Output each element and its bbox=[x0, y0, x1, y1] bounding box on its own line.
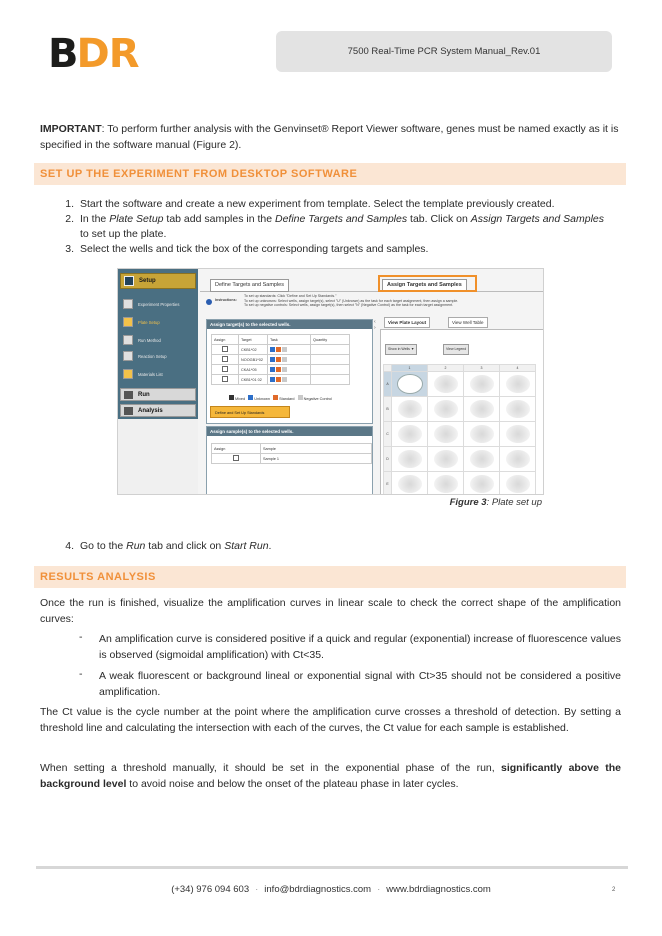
footer-email[interactable]: info@bdrdiagnostics.com bbox=[264, 884, 372, 895]
well bbox=[470, 375, 494, 393]
assign-checkbox bbox=[233, 455, 239, 461]
assign-checkbox bbox=[222, 376, 228, 382]
step-2-part: to set up the plate. bbox=[80, 228, 167, 240]
assign-targets-ref: Assign Targets and Samples bbox=[470, 213, 605, 225]
experiment-properties-icon bbox=[123, 299, 133, 309]
setup-icon bbox=[124, 276, 134, 286]
caption-label: Figure 3 bbox=[449, 497, 487, 508]
ct-explanation bbox=[40, 704, 621, 736]
bullet-dash: - bbox=[79, 668, 83, 680]
row-label: D bbox=[384, 447, 392, 472]
negative-task-icon bbox=[282, 377, 287, 382]
well bbox=[398, 475, 422, 493]
standard-icon bbox=[273, 395, 278, 400]
well bbox=[470, 425, 494, 443]
well-selected bbox=[397, 374, 423, 394]
sidebar-setup bbox=[120, 273, 196, 289]
threshold-guidance bbox=[40, 760, 621, 792]
target-name: CKA1*05 bbox=[239, 365, 268, 375]
sidebar-run bbox=[120, 388, 196, 401]
important-text: : To perform further analysis with the Genvinset® Report Viewer software, genes must be named exactly as it is specified in the software manual (Figure 2). bbox=[40, 123, 619, 151]
step-4-part: . bbox=[268, 540, 272, 552]
sidebar-setup-label: Setup bbox=[139, 278, 156, 284]
sidebar-item-label: Materials List bbox=[138, 371, 163, 377]
footer-separator: · bbox=[255, 884, 259, 895]
run-tab-ref: Run bbox=[126, 540, 146, 552]
table-row bbox=[212, 355, 350, 365]
samples-panel bbox=[206, 426, 373, 495]
step-1-text: Start the software and create a new experiment from template. Select the template previously created. bbox=[80, 198, 555, 210]
legend-standard: Standard bbox=[279, 397, 295, 401]
target-name: CKB1*01 02 bbox=[239, 375, 268, 385]
sidebar-analysis-label: Analysis bbox=[138, 407, 163, 414]
well bbox=[470, 400, 494, 418]
plate-grid bbox=[383, 364, 536, 495]
task-legend bbox=[229, 395, 332, 401]
sidebar-item-label: Run Method bbox=[138, 337, 161, 343]
plate-setup-ref: Plate Setup bbox=[109, 213, 164, 225]
standard-task-icon bbox=[276, 367, 281, 372]
sidebar-analysis bbox=[120, 404, 196, 417]
negative-task-icon bbox=[282, 347, 287, 352]
column-label: 2 bbox=[428, 365, 464, 372]
step-2-part: tab add samples in the bbox=[163, 213, 275, 225]
targets-header-row bbox=[212, 335, 350, 345]
step-2-part: tab. Click on bbox=[407, 213, 471, 225]
instructions-label: Instructions: bbox=[215, 298, 237, 302]
table-row bbox=[212, 365, 350, 375]
unknown-icon bbox=[248, 395, 253, 400]
assign-checkbox bbox=[222, 346, 228, 352]
row-label: A bbox=[384, 372, 392, 397]
setup-tabstrip bbox=[200, 275, 543, 292]
plate-row bbox=[384, 422, 536, 447]
assign-checkbox bbox=[222, 356, 228, 362]
threshold-emphasis: significantly above the background level bbox=[40, 762, 621, 790]
assign-checkbox bbox=[222, 366, 228, 372]
section-header-results bbox=[34, 566, 626, 588]
threshold-part: to avoid noise and below the onset of the plateau phase in later cycles. bbox=[126, 778, 459, 790]
row-label: B bbox=[384, 397, 392, 422]
section-header-setup bbox=[34, 163, 626, 185]
logo-letters-dr: DR bbox=[76, 31, 139, 77]
standard-task-icon bbox=[276, 347, 281, 352]
section-title-setup: SET UP THE EXPERIMENT FROM DESKTOP SOFTWARE bbox=[40, 168, 358, 180]
important-note bbox=[40, 121, 620, 153]
sidebar-run-label: Run bbox=[138, 391, 150, 398]
results-intro bbox=[40, 595, 621, 627]
define-targets-ref: Define Targets and Samples bbox=[275, 213, 408, 225]
well bbox=[506, 375, 530, 393]
well bbox=[506, 450, 530, 468]
unknown-task-icon bbox=[270, 357, 275, 362]
important-label: IMPORTANT bbox=[40, 123, 102, 135]
well bbox=[434, 375, 458, 393]
assign-tab-highlight bbox=[378, 275, 477, 292]
tab-define-targets: Define Targets and Samples bbox=[210, 279, 289, 292]
bullet-weak-signal: A weak fluorescent or background lineal or exponential signal with Ct>35 should not be considered a positive amplification. bbox=[99, 670, 621, 698]
well bbox=[434, 450, 458, 468]
step-4-text bbox=[80, 539, 612, 554]
start-run-ref: Start Run bbox=[224, 540, 269, 552]
section-title-results: RESULTS ANALYSIS bbox=[40, 571, 156, 583]
footer-website[interactable]: www.bdrdiagnostics.com bbox=[386, 884, 491, 895]
table-row bbox=[212, 345, 350, 355]
step-3-text: Select the wells and tick the box of the corresponding targets and samples. bbox=[80, 243, 429, 255]
step-2-number: 2. bbox=[65, 213, 74, 225]
mixed-icon bbox=[229, 395, 234, 400]
row-label: C bbox=[384, 422, 392, 447]
legend-mixed: Mixed bbox=[235, 397, 246, 401]
tab-assign-targets: Assign Targets and Samples bbox=[382, 279, 467, 292]
document-title-box bbox=[276, 31, 612, 72]
instruction-line: To set up negative controls: Select wells, assign target(s), then select "N" (Negative Control) as the task for each target assignment. bbox=[244, 303, 454, 308]
standard-task-icon bbox=[276, 357, 281, 362]
step-1-number: 1. bbox=[65, 198, 74, 210]
step-2-part: In the bbox=[80, 213, 110, 225]
well bbox=[398, 450, 422, 468]
show-in-wells-button: Show in Wells ▼ bbox=[385, 344, 417, 355]
legend-unknown: Unknown bbox=[254, 397, 271, 401]
sidebar-blank-area bbox=[118, 419, 198, 494]
footer-divider bbox=[36, 866, 628, 869]
footer-separator: · bbox=[377, 884, 381, 895]
col-assign: Assign bbox=[212, 335, 239, 345]
col-quantity: Quantity bbox=[311, 335, 350, 345]
run-icon bbox=[124, 391, 133, 399]
run-method-icon bbox=[123, 335, 133, 345]
sidebar-item-run-method bbox=[120, 333, 196, 347]
threshold-part: When setting a threshold manually, it should be set in the exponential phase of the run, bbox=[40, 762, 501, 774]
plate-row bbox=[384, 472, 536, 496]
samples-panel-title: Assign sample(s) to the selected wells. bbox=[207, 427, 372, 436]
step-3-number: 3. bbox=[65, 243, 74, 255]
tab-view-well-table: View Well Table bbox=[448, 317, 488, 328]
sidebar-item-plate-setup bbox=[120, 315, 196, 329]
col-target: Target bbox=[239, 335, 268, 345]
plate-column-header bbox=[384, 365, 536, 372]
info-icon bbox=[206, 299, 212, 305]
sidebar-item-label: Experiment Properties bbox=[138, 301, 180, 307]
samples-table bbox=[211, 443, 372, 464]
well bbox=[506, 475, 530, 493]
column-label: 1 bbox=[392, 365, 428, 372]
step-4-part: tab and click on bbox=[145, 540, 225, 552]
plate-setup-screenshot bbox=[117, 268, 544, 495]
negative-task-icon bbox=[282, 367, 287, 372]
negative-task-icon bbox=[282, 357, 287, 362]
well bbox=[434, 425, 458, 443]
plate-layout bbox=[380, 329, 544, 495]
col-task: Task bbox=[268, 335, 311, 345]
target-name: CKB1*02 bbox=[239, 345, 268, 355]
instruction-line: To set up standards: Click "Define and Set Up Standards." bbox=[244, 294, 337, 298]
threshold-guidance-text bbox=[40, 760, 621, 792]
step-4-part: Go to the bbox=[80, 540, 127, 552]
negative-icon bbox=[298, 395, 303, 400]
samples-header-row bbox=[212, 444, 372, 454]
col-assign: Assign bbox=[212, 444, 261, 454]
ct-explanation-text: The Ct value is the cycle number at the point where the amplification curve crosses a threshold of detection. By setting a threshold line and calculating the intersection with each of the curves, the Ct value for each sample is established. bbox=[40, 706, 621, 734]
legend-negative: Negative Control bbox=[303, 397, 332, 401]
caption-text: : Plate set up bbox=[486, 497, 542, 508]
table-row bbox=[212, 375, 350, 385]
bdr-logo bbox=[48, 31, 139, 77]
column-label: 4 bbox=[500, 365, 536, 372]
plate-setup-icon bbox=[123, 317, 133, 327]
plate-row bbox=[384, 397, 536, 422]
software-sidebar bbox=[118, 269, 198, 494]
sample-name: Sample 1 bbox=[261, 454, 372, 464]
instruction-line: To set up unknowns: Select wells, assign target(s), select "U" (Unknown) as the task for each target assignment, then assign a sample. bbox=[244, 298, 459, 303]
well bbox=[434, 475, 458, 493]
well bbox=[506, 425, 530, 443]
materials-list-icon bbox=[123, 369, 133, 379]
bullet-positive-curve: An amplification curve is considered positive if a quick and regular (exponential) increase of fluorescence values is observed (sigmoidal amplification) with Ct<35. bbox=[99, 633, 621, 661]
reaction-setup-icon bbox=[123, 351, 133, 361]
table-row bbox=[212, 454, 372, 464]
targets-panel-title: Assign target(s) to the selected wells. bbox=[207, 320, 372, 329]
well bbox=[470, 475, 494, 493]
logo-letter-b: B bbox=[48, 31, 77, 77]
define-standards-button: Define and Set Up Standards bbox=[210, 406, 290, 418]
well bbox=[470, 450, 494, 468]
analysis-icon bbox=[124, 407, 133, 415]
sidebar-item-label: Plate Setup bbox=[138, 319, 160, 325]
sidebar-item-materials-list bbox=[120, 367, 196, 381]
collapse-arrow-icon: ‹ › bbox=[374, 319, 376, 331]
footer-phone: (+34) 976 094 603 bbox=[171, 884, 250, 895]
figure-caption bbox=[300, 497, 542, 508]
footer-contact bbox=[0, 884, 662, 895]
well bbox=[506, 400, 530, 418]
unknown-task-icon bbox=[270, 377, 275, 382]
column-label: 3 bbox=[464, 365, 500, 372]
page-number: 2 bbox=[612, 887, 616, 893]
sidebar-item-reaction-setup bbox=[120, 349, 196, 363]
show-in-wells-label: Show in Wells bbox=[388, 347, 410, 351]
standard-task-icon bbox=[276, 377, 281, 382]
document-title: 7500 Real-Time PCR System Manual_Rev.01 bbox=[347, 46, 541, 57]
well bbox=[398, 400, 422, 418]
unknown-task-icon bbox=[270, 367, 275, 372]
plate-row bbox=[384, 372, 536, 397]
row-label: E bbox=[384, 472, 392, 496]
step-4-number: 4. bbox=[65, 540, 74, 552]
col-sample: Sample bbox=[261, 444, 372, 454]
plate-row bbox=[384, 447, 536, 472]
unknown-task-icon bbox=[270, 347, 275, 352]
tab-view-plate-layout: View Plate Layout bbox=[384, 317, 430, 328]
step-2-text bbox=[80, 212, 612, 242]
bullet-dash: - bbox=[79, 631, 83, 643]
well bbox=[398, 425, 422, 443]
well bbox=[434, 400, 458, 418]
target-name: NOOGB1*02 bbox=[239, 355, 268, 365]
sidebar-item-label: Reaction Setup bbox=[138, 353, 167, 359]
instructions-text bbox=[244, 294, 540, 308]
results-intro-text: Once the run is finished, visualize the amplification curves in linear scale to check the correct shape of the amplification curves: bbox=[40, 597, 621, 625]
view-legend-button: View Legend bbox=[443, 344, 469, 355]
targets-table bbox=[211, 334, 350, 385]
sidebar-item-experiment-properties bbox=[120, 297, 196, 311]
